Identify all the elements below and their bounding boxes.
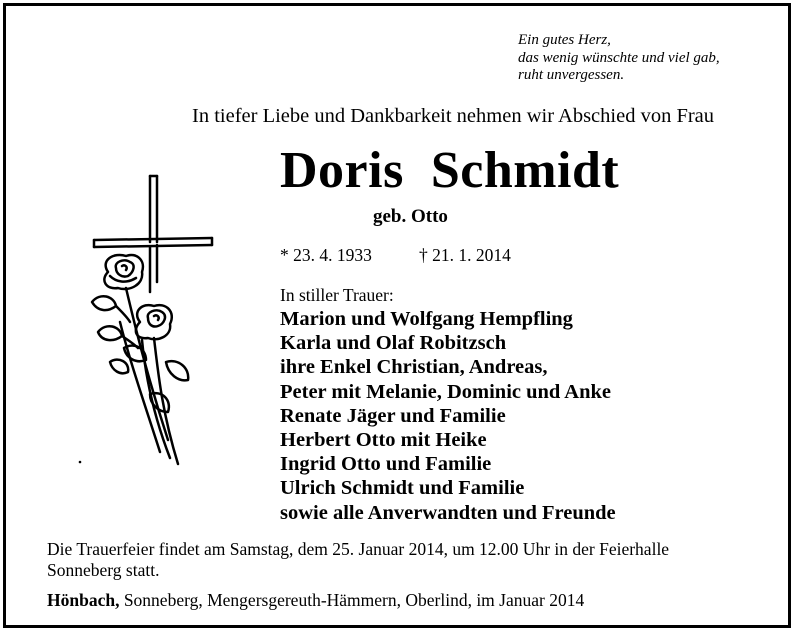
- death-date: † 21. 1. 2014: [419, 245, 511, 265]
- motto-line: Ein gutes Herz,: [518, 32, 611, 48]
- motto: [518, 32, 788, 85]
- motto-line: ruht unvergessen.: [518, 67, 625, 83]
- mourners-list: [280, 307, 616, 525]
- service-line: Sonneberg statt.: [47, 560, 160, 580]
- places-and-date: [47, 589, 584, 611]
- maiden-name: geb. Otto: [373, 206, 448, 227]
- mourner-entry: Karla und Olaf Robitzsch: [280, 332, 507, 355]
- mourner-entry: Peter mit Melanie, Dominic und Anke: [280, 380, 612, 403]
- mourner-entry: sowie alle Anverwandten und Freunde: [280, 501, 616, 524]
- birth-date: * 23. 4. 1933: [280, 245, 372, 265]
- deceased-name: Doris Schmidt: [280, 142, 620, 199]
- mourner-entry: Renate Jäger und Familie: [280, 404, 506, 427]
- motto-line: das wenig wünschte und viel gab,: [518, 49, 720, 66]
- cross-with-roses-icon: [70, 172, 220, 472]
- mourning-label: In stiller Trauer:: [280, 285, 394, 305]
- footer-places: Sonneberg, Mengersgereuth-Hämmern, Oberlind, im Januar 2014: [119, 590, 585, 610]
- mourner-entry: ihre Enkel Christian, Andreas,: [280, 356, 548, 379]
- mourner-entry: Herbert Otto mit Heike: [280, 429, 487, 452]
- mourner-entry: Ulrich Schmidt und Familie: [280, 477, 525, 500]
- funeral-service-info: [47, 539, 782, 581]
- footer-place-bold: Hönbach,: [47, 590, 120, 610]
- mourner-entry: Marion und Wolfgang Hempfling: [280, 308, 573, 330]
- intro-text: In tiefer Liebe und Dankbarkeit nehmen wir Abschied von Frau: [192, 105, 715, 127]
- mourner-entry: Ingrid Otto und Familie: [280, 453, 492, 476]
- service-line: Die Trauerfeier findet am Samstag, dem 25. Januar 2014, um 12.00 Uhr in der Feierhalle: [47, 539, 670, 559]
